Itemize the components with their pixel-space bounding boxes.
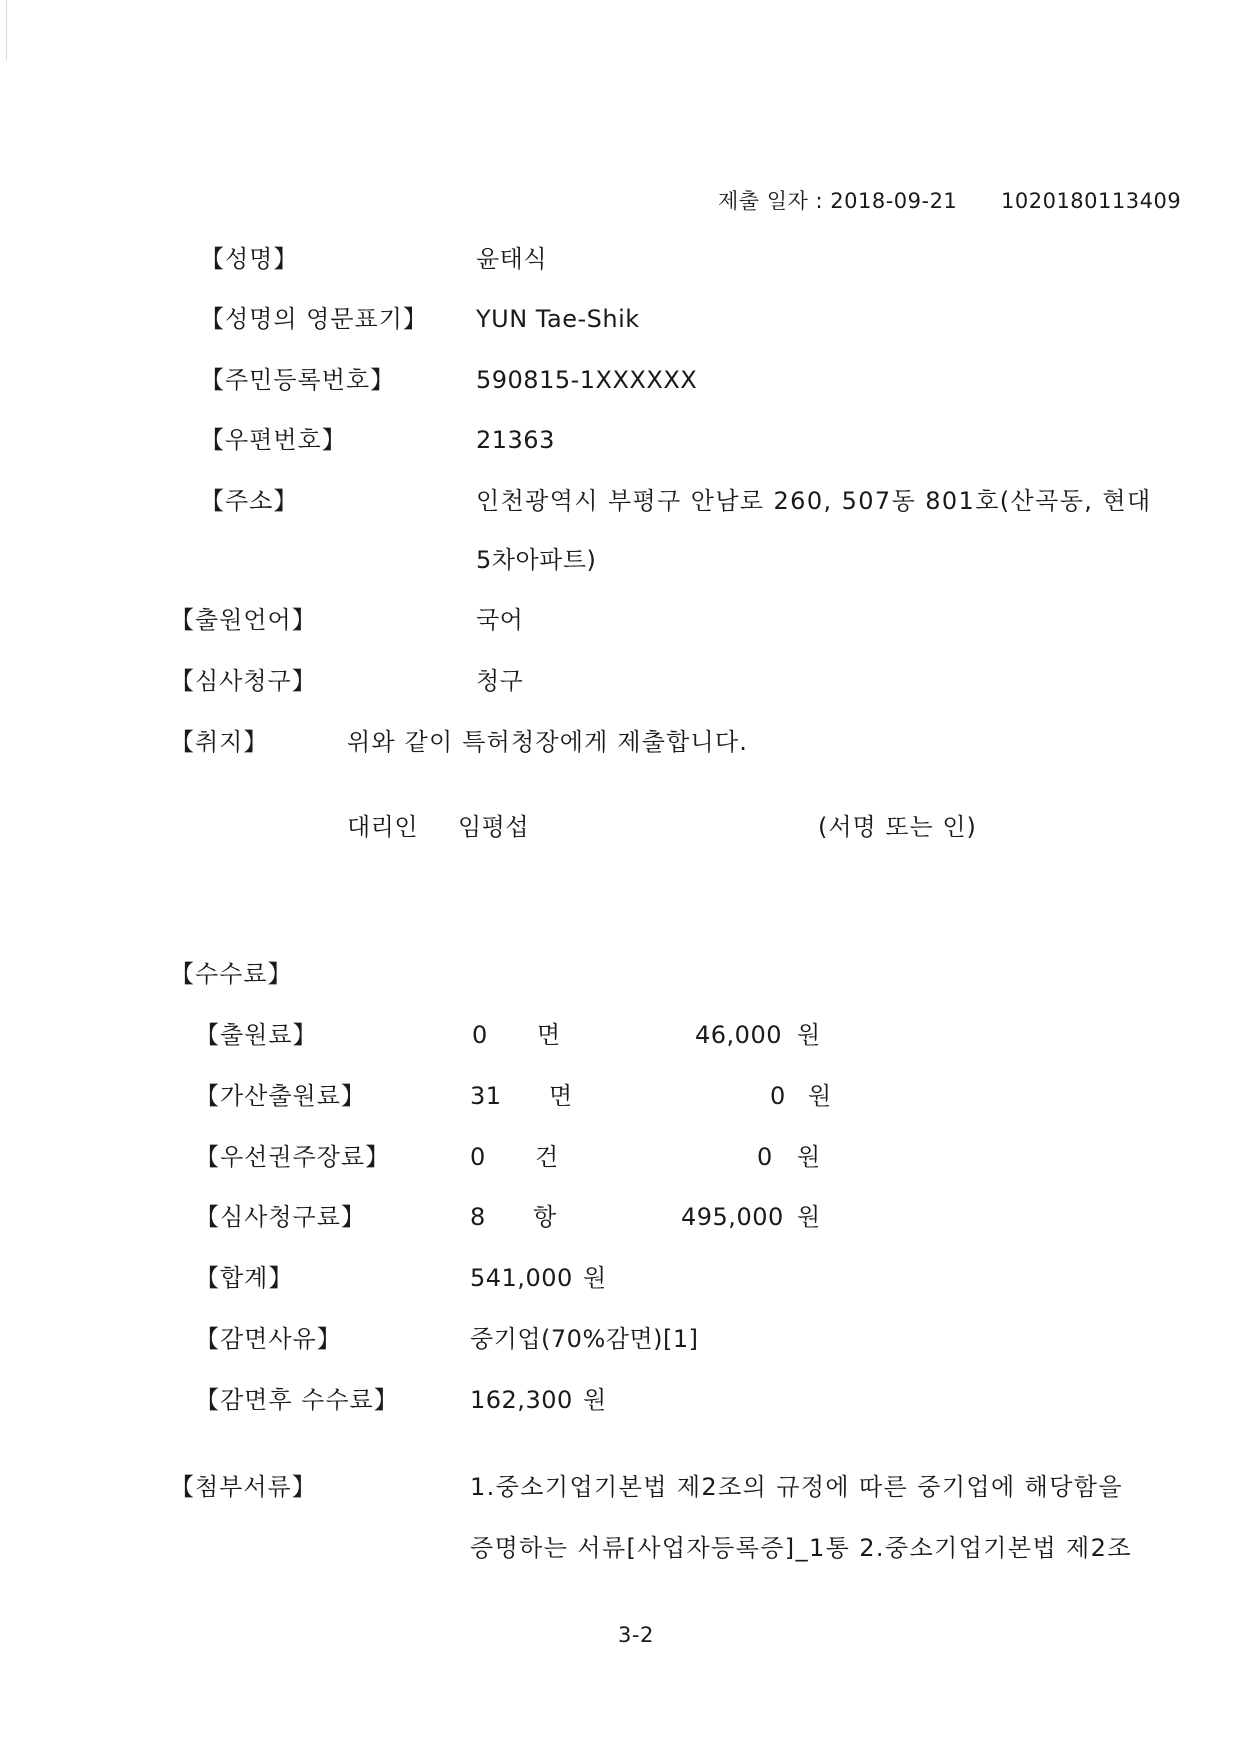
postal-code-label: 【우편번호】 bbox=[200, 426, 347, 454]
document-number: 1020180113409 bbox=[1001, 189, 1182, 213]
english-name-value: YUN Tae-Shik bbox=[476, 305, 640, 333]
total-currency: 원 bbox=[583, 1264, 607, 1292]
language-label: 【출원언어】 bbox=[170, 606, 317, 634]
purpose-value: 위와 같이 특허청장에게 제출합니다. bbox=[347, 728, 749, 756]
resident-number-label: 【주민등록번호】 bbox=[200, 366, 396, 394]
language-value: 국어 bbox=[476, 606, 524, 634]
name-label: 【성명】 bbox=[200, 245, 299, 273]
postal-code-value: 21363 bbox=[476, 426, 555, 454]
total-amount: 541,000 bbox=[470, 1264, 573, 1292]
fee-count: 0 bbox=[470, 1143, 486, 1171]
name-value: 윤태식 bbox=[476, 245, 548, 273]
page-number: 3-2 bbox=[618, 1623, 654, 1647]
after-reduction-label: 【감면후 수수료】 bbox=[195, 1386, 399, 1414]
address-line-1: 인천광역시 부평구 안남로 260, 507동 801호(산곡동, 현대 bbox=[476, 487, 1152, 515]
fee-unit: 항 bbox=[533, 1203, 557, 1231]
exam-request-value: 청구 bbox=[476, 667, 524, 695]
fee-count: 8 bbox=[470, 1203, 486, 1231]
reduction-reason-label: 【감면사유】 bbox=[195, 1325, 342, 1353]
fee-label: 【출원료】 bbox=[195, 1021, 318, 1049]
fee-count: 0 bbox=[472, 1021, 488, 1049]
scan-edge-line bbox=[6, 0, 7, 60]
attachments-line-2: 증명하는 서류[사업자등록증]_1통 2.중소기업기본법 제2조 bbox=[470, 1534, 1132, 1562]
after-reduction-currency: 원 bbox=[583, 1386, 607, 1414]
agent-name: 임평섭 bbox=[458, 813, 530, 841]
fee-amount: 0 bbox=[770, 1082, 786, 1110]
fee-currency: 원 bbox=[797, 1021, 821, 1049]
fee-currency: 원 bbox=[797, 1143, 821, 1171]
agent-label: 대리인 bbox=[347, 813, 419, 841]
purpose-label: 【취지】 bbox=[170, 728, 269, 756]
fee-label: 【심사청구료】 bbox=[195, 1203, 366, 1231]
fees-section-label: 【수수료】 bbox=[170, 960, 293, 988]
signature-note: (서명 또는 인) bbox=[818, 813, 977, 841]
submission-date: 제출 일자 : 2018-09-21 bbox=[718, 189, 958, 213]
resident-number-value: 590815-1XXXXXX bbox=[476, 366, 698, 394]
fee-unit: 면 bbox=[549, 1082, 573, 1110]
address-line-2: 5차아파트) bbox=[476, 546, 597, 574]
address-label: 【주소】 bbox=[200, 487, 299, 515]
fee-unit: 건 bbox=[535, 1143, 559, 1171]
fee-amount: 495,000 bbox=[681, 1203, 784, 1231]
fee-currency: 원 bbox=[797, 1203, 821, 1231]
reduction-reason-value: 중기업(70%감면)[1] bbox=[470, 1325, 699, 1353]
fee-amount: 46,000 bbox=[695, 1021, 782, 1049]
fee-label: 【가산출원료】 bbox=[195, 1082, 366, 1110]
fee-currency: 원 bbox=[808, 1082, 832, 1110]
attachments-line-1: 1.중소기업기본법 제2조의 규정에 따른 중기업에 해당함을 bbox=[470, 1473, 1123, 1501]
attachments-label: 【첨부서류】 bbox=[170, 1473, 317, 1501]
exam-request-label: 【심사청구】 bbox=[170, 667, 317, 695]
after-reduction-amount: 162,300 bbox=[470, 1386, 573, 1414]
fee-label: 【우선권주장료】 bbox=[195, 1143, 391, 1171]
fee-unit: 면 bbox=[537, 1021, 561, 1049]
english-name-label: 【성명의 영문표기】 bbox=[200, 305, 428, 333]
fee-count: 31 bbox=[470, 1082, 502, 1110]
fee-amount: 0 bbox=[757, 1143, 773, 1171]
total-label: 【합계】 bbox=[195, 1264, 294, 1292]
